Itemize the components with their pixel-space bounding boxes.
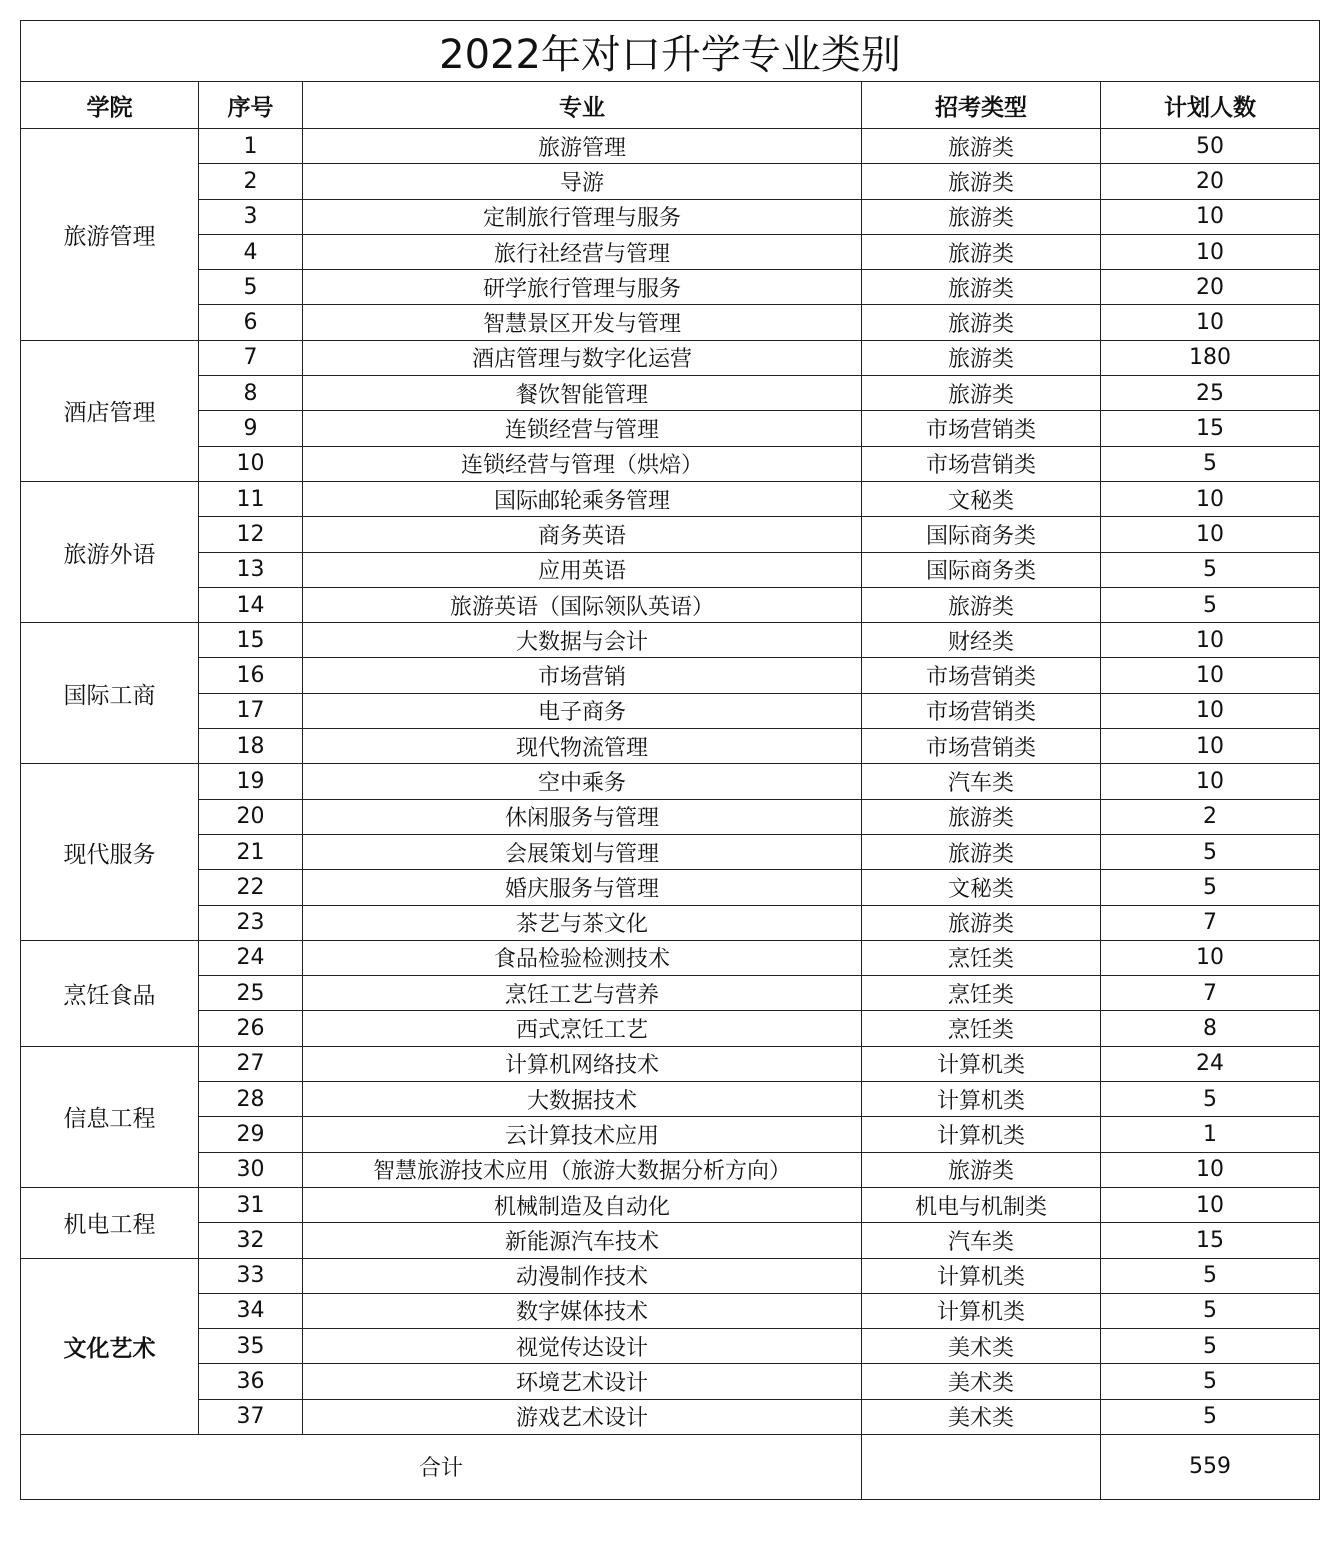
plan-cell: 1 xyxy=(1101,1117,1320,1152)
major-cell: 空中乘务 xyxy=(303,764,862,799)
table-row xyxy=(21,1364,1320,1399)
seq-cell: 21 xyxy=(199,834,303,869)
table-body xyxy=(21,129,1320,1435)
type-cell: 烹饪类 xyxy=(862,940,1101,975)
seq-cell: 11 xyxy=(199,481,303,516)
plan-cell: 10 xyxy=(1101,658,1320,693)
seq-cell: 24 xyxy=(199,940,303,975)
type-cell: 计算机类 xyxy=(862,1082,1101,1117)
major-cell: 新能源汽车技术 xyxy=(303,1223,862,1258)
type-cell: 市场营销类 xyxy=(862,446,1101,481)
seq-cell: 18 xyxy=(199,729,303,764)
plan-cell: 10 xyxy=(1101,199,1320,234)
table-row xyxy=(21,976,1320,1011)
plan-cell: 10 xyxy=(1101,1152,1320,1187)
total-row xyxy=(21,1434,1320,1499)
college-cell: 旅游管理 xyxy=(21,129,199,341)
seq-cell: 4 xyxy=(199,234,303,269)
header-seq: 序号 xyxy=(199,82,303,129)
type-cell: 市场营销类 xyxy=(862,693,1101,728)
plan-cell: 10 xyxy=(1101,1187,1320,1222)
plan-cell: 5 xyxy=(1101,1329,1320,1364)
type-cell: 财经类 xyxy=(862,623,1101,658)
table-row xyxy=(21,1082,1320,1117)
total-value: 559 xyxy=(1101,1434,1320,1499)
type-cell: 旅游类 xyxy=(862,270,1101,305)
college-cell: 现代服务 xyxy=(21,764,199,940)
type-cell: 国际商务类 xyxy=(862,517,1101,552)
table-row xyxy=(21,234,1320,269)
seq-cell: 23 xyxy=(199,905,303,940)
major-cell: 视觉传达设计 xyxy=(303,1329,862,1364)
table-row xyxy=(21,129,1320,164)
seq-cell: 25 xyxy=(199,976,303,1011)
type-cell: 计算机类 xyxy=(862,1046,1101,1081)
seq-cell: 5 xyxy=(199,270,303,305)
major-cell: 旅游管理 xyxy=(303,129,862,164)
major-cell: 动漫制作技术 xyxy=(303,1258,862,1293)
plan-cell: 5 xyxy=(1101,870,1320,905)
seq-cell: 27 xyxy=(199,1046,303,1081)
seq-cell: 15 xyxy=(199,623,303,658)
total-empty-cell xyxy=(862,1434,1101,1499)
seq-cell: 10 xyxy=(199,446,303,481)
header-type: 招考类型 xyxy=(862,82,1101,129)
plan-cell: 8 xyxy=(1101,1011,1320,1046)
major-cell: 游戏艺术设计 xyxy=(303,1399,862,1434)
seq-cell: 8 xyxy=(199,376,303,411)
type-cell: 旅游类 xyxy=(862,1152,1101,1187)
major-cell: 大数据与会计 xyxy=(303,623,862,658)
seq-cell: 2 xyxy=(199,164,303,199)
table-row xyxy=(21,340,1320,375)
type-cell: 市场营销类 xyxy=(862,658,1101,693)
plan-cell: 25 xyxy=(1101,376,1320,411)
seq-cell: 3 xyxy=(199,199,303,234)
type-cell: 旅游类 xyxy=(862,129,1101,164)
table-row xyxy=(21,446,1320,481)
type-cell: 国际商务类 xyxy=(862,552,1101,587)
plan-cell: 5 xyxy=(1101,1399,1320,1434)
table-row xyxy=(21,764,1320,799)
type-cell: 汽车类 xyxy=(862,1223,1101,1258)
major-cell: 现代物流管理 xyxy=(303,729,862,764)
table-row xyxy=(21,411,1320,446)
major-cell: 大数据技术 xyxy=(303,1082,862,1117)
seq-cell: 37 xyxy=(199,1399,303,1434)
seq-cell: 7 xyxy=(199,340,303,375)
type-cell: 市场营销类 xyxy=(862,411,1101,446)
major-cell: 西式烹饪工艺 xyxy=(303,1011,862,1046)
seq-cell: 36 xyxy=(199,1364,303,1399)
table-row xyxy=(21,1223,1320,1258)
table-row xyxy=(21,1258,1320,1293)
seq-cell: 20 xyxy=(199,799,303,834)
major-cell: 研学旅行管理与服务 xyxy=(303,270,862,305)
seq-cell: 29 xyxy=(199,1117,303,1152)
plan-cell: 5 xyxy=(1101,1258,1320,1293)
type-cell: 旅游类 xyxy=(862,587,1101,622)
type-cell: 烹饪类 xyxy=(862,976,1101,1011)
type-cell: 旅游类 xyxy=(862,340,1101,375)
table-row xyxy=(21,1046,1320,1081)
major-cell: 酒店管理与数字化运营 xyxy=(303,340,862,375)
table-row xyxy=(21,1329,1320,1364)
college-cell: 旅游外语 xyxy=(21,481,199,622)
major-cell: 国际邮轮乘务管理 xyxy=(303,481,862,516)
table-row xyxy=(21,799,1320,834)
seq-cell: 26 xyxy=(199,1011,303,1046)
type-cell: 市场营销类 xyxy=(862,729,1101,764)
table-row xyxy=(21,199,1320,234)
plan-cell: 10 xyxy=(1101,234,1320,269)
table-row xyxy=(21,623,1320,658)
major-cell: 茶艺与茶文化 xyxy=(303,905,862,940)
seq-cell: 16 xyxy=(199,658,303,693)
type-cell: 旅游类 xyxy=(862,199,1101,234)
major-cell: 导游 xyxy=(303,164,862,199)
type-cell: 旅游类 xyxy=(862,905,1101,940)
type-cell: 文秘类 xyxy=(862,870,1101,905)
enrollment-table xyxy=(20,20,1320,1500)
plan-cell: 10 xyxy=(1101,764,1320,799)
plan-cell: 5 xyxy=(1101,1293,1320,1328)
college-cell: 烹饪食品 xyxy=(21,940,199,1046)
plan-cell: 10 xyxy=(1101,623,1320,658)
table-title: 2022年对口升学专业类别 xyxy=(21,21,1320,82)
type-cell: 旅游类 xyxy=(862,234,1101,269)
seq-cell: 31 xyxy=(199,1187,303,1222)
major-cell: 烹饪工艺与营养 xyxy=(303,976,862,1011)
seq-cell: 30 xyxy=(199,1152,303,1187)
table-row xyxy=(21,693,1320,728)
plan-cell: 15 xyxy=(1101,1223,1320,1258)
plan-cell: 15 xyxy=(1101,411,1320,446)
table-row xyxy=(21,517,1320,552)
seq-cell: 22 xyxy=(199,870,303,905)
seq-cell: 12 xyxy=(199,517,303,552)
table-row xyxy=(21,729,1320,764)
college-cell: 文化艺术 xyxy=(21,1258,199,1434)
type-cell: 旅游类 xyxy=(862,305,1101,340)
table-row xyxy=(21,834,1320,869)
plan-cell: 20 xyxy=(1101,164,1320,199)
table-row xyxy=(21,1293,1320,1328)
major-cell: 电子商务 xyxy=(303,693,862,728)
type-cell: 美术类 xyxy=(862,1329,1101,1364)
header-college: 学院 xyxy=(21,82,199,129)
college-cell: 国际工商 xyxy=(21,623,199,764)
seq-cell: 13 xyxy=(199,552,303,587)
major-cell: 计算机网络技术 xyxy=(303,1046,862,1081)
plan-cell: 10 xyxy=(1101,305,1320,340)
header-major: 专业 xyxy=(303,82,862,129)
major-cell: 智慧旅游技术应用（旅游大数据分析方向） xyxy=(303,1152,862,1187)
major-cell: 连锁经营与管理 xyxy=(303,411,862,446)
table-row xyxy=(21,305,1320,340)
table-row xyxy=(21,481,1320,516)
plan-cell: 10 xyxy=(1101,517,1320,552)
type-cell: 机电与机制类 xyxy=(862,1187,1101,1222)
table-row xyxy=(21,587,1320,622)
major-cell: 云计算技术应用 xyxy=(303,1117,862,1152)
plan-cell: 180 xyxy=(1101,340,1320,375)
seq-cell: 35 xyxy=(199,1329,303,1364)
table-row xyxy=(21,658,1320,693)
major-cell: 会展策划与管理 xyxy=(303,834,862,869)
college-cell: 酒店管理 xyxy=(21,340,199,481)
plan-cell: 7 xyxy=(1101,905,1320,940)
major-cell: 机械制造及自动化 xyxy=(303,1187,862,1222)
table-row xyxy=(21,376,1320,411)
table-row xyxy=(21,940,1320,975)
plan-cell: 5 xyxy=(1101,587,1320,622)
plan-cell: 24 xyxy=(1101,1046,1320,1081)
table-row xyxy=(21,270,1320,305)
header-row xyxy=(21,82,1320,129)
plan-cell: 5 xyxy=(1101,446,1320,481)
major-cell: 商务英语 xyxy=(303,517,862,552)
plan-cell: 50 xyxy=(1101,129,1320,164)
plan-cell: 10 xyxy=(1101,693,1320,728)
seq-cell: 6 xyxy=(199,305,303,340)
type-cell: 旅游类 xyxy=(862,799,1101,834)
plan-cell: 10 xyxy=(1101,729,1320,764)
college-cell: 机电工程 xyxy=(21,1187,199,1258)
major-cell: 餐饮智能管理 xyxy=(303,376,862,411)
seq-cell: 14 xyxy=(199,587,303,622)
type-cell: 旅游类 xyxy=(862,164,1101,199)
table-row xyxy=(21,1011,1320,1046)
seq-cell: 17 xyxy=(199,693,303,728)
plan-cell: 20 xyxy=(1101,270,1320,305)
major-cell: 定制旅行管理与服务 xyxy=(303,199,862,234)
plan-cell: 2 xyxy=(1101,799,1320,834)
plan-cell: 5 xyxy=(1101,1082,1320,1117)
table-row xyxy=(21,905,1320,940)
seq-cell: 9 xyxy=(199,411,303,446)
type-cell: 计算机类 xyxy=(862,1117,1101,1152)
type-cell: 计算机类 xyxy=(862,1293,1101,1328)
title-row xyxy=(21,21,1320,82)
type-cell: 文秘类 xyxy=(862,481,1101,516)
plan-cell: 10 xyxy=(1101,940,1320,975)
seq-cell: 1 xyxy=(199,129,303,164)
table-row xyxy=(21,1117,1320,1152)
major-cell: 应用英语 xyxy=(303,552,862,587)
table-row xyxy=(21,552,1320,587)
major-cell: 连锁经营与管理（烘焙） xyxy=(303,446,862,481)
table-row xyxy=(21,870,1320,905)
major-cell: 市场营销 xyxy=(303,658,862,693)
plan-cell: 7 xyxy=(1101,976,1320,1011)
type-cell: 计算机类 xyxy=(862,1258,1101,1293)
major-cell: 休闲服务与管理 xyxy=(303,799,862,834)
type-cell: 旅游类 xyxy=(862,834,1101,869)
table-row xyxy=(21,1187,1320,1222)
college-cell: 信息工程 xyxy=(21,1046,199,1187)
type-cell: 旅游类 xyxy=(862,376,1101,411)
seq-cell: 28 xyxy=(199,1082,303,1117)
plan-cell: 5 xyxy=(1101,834,1320,869)
major-cell: 旅游英语（国际领队英语） xyxy=(303,587,862,622)
major-cell: 旅行社经营与管理 xyxy=(303,234,862,269)
header-plan: 计划人数 xyxy=(1101,82,1320,129)
type-cell: 美术类 xyxy=(862,1399,1101,1434)
major-cell: 食品检验检测技术 xyxy=(303,940,862,975)
plan-cell: 10 xyxy=(1101,481,1320,516)
table-row xyxy=(21,164,1320,199)
table-row xyxy=(21,1399,1320,1434)
seq-cell: 19 xyxy=(199,764,303,799)
type-cell: 汽车类 xyxy=(862,764,1101,799)
seq-cell: 32 xyxy=(199,1223,303,1258)
plan-cell: 5 xyxy=(1101,1364,1320,1399)
plan-cell: 5 xyxy=(1101,552,1320,587)
major-cell: 环境艺术设计 xyxy=(303,1364,862,1399)
table-row xyxy=(21,1152,1320,1187)
seq-cell: 34 xyxy=(199,1293,303,1328)
major-cell: 婚庆服务与管理 xyxy=(303,870,862,905)
major-cell: 智慧景区开发与管理 xyxy=(303,305,862,340)
total-label: 合计 xyxy=(21,1434,862,1499)
seq-cell: 33 xyxy=(199,1258,303,1293)
type-cell: 美术类 xyxy=(862,1364,1101,1399)
type-cell: 烹饪类 xyxy=(862,1011,1101,1046)
major-cell: 数字媒体技术 xyxy=(303,1293,862,1328)
